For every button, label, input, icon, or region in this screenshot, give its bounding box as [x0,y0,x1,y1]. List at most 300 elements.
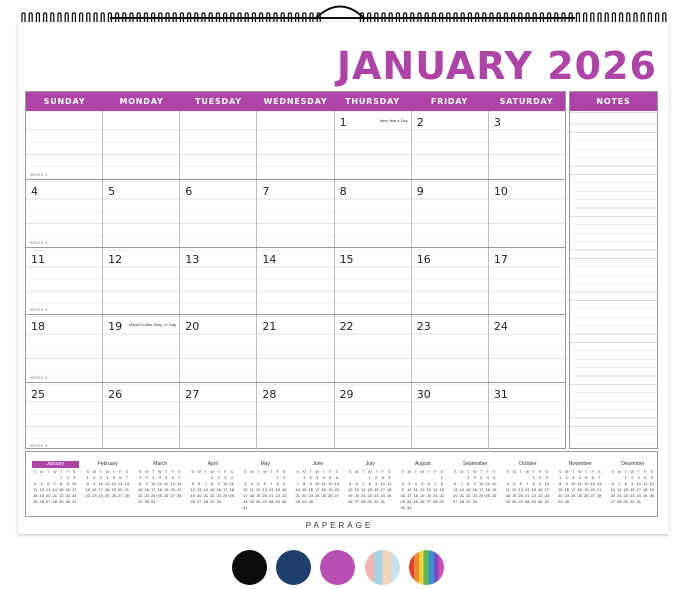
mini-weekday: F [644,469,647,474]
week-label: WEEK 1 [30,171,49,177]
mini-day: 11 [249,487,254,492]
day-cell[interactable] [179,383,256,450]
mini-day: 31 [243,505,248,510]
mini-day: 17 [243,493,248,498]
mini-day: 7 [204,481,207,486]
day-cell[interactable] [26,383,102,450]
weekday-header: SATURDAY [499,97,554,106]
mini-weekday: F [591,469,594,474]
mini-day: 19 [348,493,353,498]
mini-day: 4 [388,475,391,480]
notes-header: NOTES [570,92,657,111]
mini-day: 24 [544,493,549,498]
mini-day: 4 [486,475,489,480]
day-number: 7 [262,184,270,198]
mini-day: 20 [118,487,123,492]
mini-day: 5 [257,481,260,486]
mini-day: 28 [617,499,622,504]
mini-day: 30 [216,499,221,504]
week-row [26,179,565,247]
mini-day: 12 [328,481,333,486]
color-swatch-pastel[interactable] [365,550,400,585]
mini-day: 20 [610,493,615,498]
mini-day [229,499,236,505]
mini-day: 28 [124,493,129,498]
mini-weekday: T [585,469,588,474]
mini-day: 13 [426,487,431,492]
day-cell[interactable] [488,180,565,247]
mini-day: 30 [374,499,379,504]
mini-month [452,461,505,516]
day-cell[interactable] [334,248,411,315]
mini-day: 29 [466,499,471,504]
day-cell[interactable] [102,248,179,315]
mini-day: 26 [256,499,261,504]
mini-weekday: T [217,469,220,474]
mini-day [491,499,498,505]
mini-day: 23 [630,493,635,498]
mini-day: 9 [217,481,220,486]
mini-day: 20 [426,493,431,498]
mini-day: 2 [565,475,568,480]
mini-day: 5 [513,481,516,486]
mini-day: 6 [119,475,122,480]
day-cell[interactable] [256,248,333,315]
mini-day: 4 [506,481,509,486]
mini-day: 20 [170,487,175,492]
day-cell[interactable] [26,180,102,247]
day-cell[interactable] [26,315,102,382]
day-number: 9 [416,184,424,198]
mini-day: 5 [329,475,332,480]
mini-day: 1 [139,475,142,480]
mini-day: 26 [348,499,353,504]
mini-day: 22 [367,493,372,498]
day-cell[interactable] [179,248,256,315]
day-cell[interactable] [411,383,488,450]
day-number: 11 [31,252,45,266]
mini-day: 1 [276,475,279,480]
mini-day: 5 [421,481,424,486]
day-cell[interactable] [179,111,256,179]
mini-day: 3 [408,481,411,486]
mini-day: 24 [98,493,103,498]
mini-day: 16 [308,487,313,492]
mini-day: 2 [401,481,404,486]
mini-day: 9 [283,481,286,486]
mini-day: 29 [623,499,628,504]
mini-day: 2 [217,475,220,480]
mini-day: 27 [170,493,175,498]
mini-day: 31 [544,499,549,504]
weekday-header: MONDAY [119,97,164,106]
mini-day: 31 [407,505,412,510]
mini-day: 18 [413,493,418,498]
mini-day: 3 [224,475,227,480]
mini-weekday: W [315,469,320,474]
mini-day: 26 [512,499,517,504]
mini-day: 5 [112,475,115,480]
mini-day: 17 [636,487,641,492]
color-swatch-black[interactable] [232,550,267,585]
week-label: WEEK 2 [30,239,49,245]
mini-day: 22 [138,493,143,498]
mini-day: 6 [519,481,522,486]
day-cell[interactable] [488,248,565,315]
mini-week [137,499,190,505]
mini-weekday: F [434,469,437,474]
mini-month-name: August [414,461,431,467]
mini-day: 15 [558,487,563,492]
mini-day: 29 [558,499,563,504]
mini-day: 8 [440,481,443,486]
mini-weekday: S [387,469,391,474]
mini-day: 14 [361,487,366,492]
mini-day: 13 [262,487,267,492]
mini-day: 25 [643,493,648,498]
day-cell[interactable] [411,180,488,247]
day-cell[interactable] [411,248,488,315]
mini-day: 19 [328,487,333,492]
mini-day: 23 [472,493,477,498]
mini-day: 25 [105,493,110,498]
day-cell[interactable] [256,111,333,179]
day-number: 30 [416,388,431,402]
color-swatch-navy[interactable] [276,550,311,585]
day-number: 6 [185,184,193,198]
weekday-header: THURSDAY [345,97,400,106]
mini-weekday: F [66,469,69,474]
mini-day: 1 [440,475,443,480]
mini-day: 6 [198,481,201,486]
mini-day: 3 [572,475,575,480]
mini-day: 17 [380,487,385,492]
mini-day: 11 [643,481,648,486]
mini-day: 2 [93,475,96,480]
mini-day: 21 [459,493,464,498]
mini-day: 5 [493,475,496,480]
mini-day: 23 [308,493,313,498]
day-cell[interactable] [26,111,102,179]
mini-day: 15 [85,487,90,492]
mini-day: 28 [177,493,182,498]
mini-weekday: T [519,469,522,474]
mini-day: 17 [98,487,103,492]
color-swatch-purple[interactable] [320,550,355,585]
mini-day: 19 [649,487,654,492]
mini-weekday: S [558,469,562,474]
mini-day: 2 [283,475,286,480]
mini-day: 7 [270,481,273,486]
mini-day: 29 [302,499,307,504]
mini-day: 7 [618,481,621,486]
day-number: 3 [493,116,501,129]
day-number: 22 [339,320,354,334]
mini-day: 18 [387,487,392,492]
mini-day: 19 [512,493,517,498]
mini-day: 25 [249,499,254,504]
day-cell[interactable] [411,111,488,179]
mini-day: 4 [322,475,325,480]
mini-day: 18 [249,493,254,498]
mini-weekday: M [460,469,464,474]
mini-day: 10 [315,481,320,486]
mini-day: 11 [387,481,392,486]
mini-weekday: T [99,469,102,474]
week-label: WEEK 4 [30,375,49,381]
mini-weekday: T [60,469,63,474]
mini-day: 8 [303,481,306,486]
mini-day: 7 [434,481,437,486]
mini-day: 27 [453,499,458,504]
mini-day: 23 [564,493,569,498]
mini-day: 10 [243,487,248,492]
mini-day: 18 [577,487,582,492]
mini-day: 6 [427,481,430,486]
color-swatch-rainbow[interactable] [409,550,444,585]
mini-day: 23 [282,493,287,498]
month-title: JANUARY 2026 [336,44,657,88]
mini-day: 28 [269,499,274,504]
mini-day: 19 [111,487,116,492]
mini-day: 8 [624,481,627,486]
mini-weekday: M [565,469,569,474]
day-cell[interactable] [334,383,411,450]
mini-day: 12 [584,481,589,486]
mini-day: 13 [453,487,458,492]
mini-day: 21 [52,493,57,498]
mini-day: 5 [650,475,653,480]
mini-day: 11 [33,487,38,492]
day-number: 31 [493,388,508,402]
mini-day: 24 [407,499,412,504]
day-cell[interactable] [102,383,179,450]
mini-day: 20 [197,493,202,498]
mini-day: 27 [46,499,51,504]
mini-day: 15 [531,487,536,492]
mini-day: 26 [111,493,116,498]
mini-weekday: M [355,469,359,474]
day-cell[interactable] [488,111,565,179]
mini-weekday: F [539,469,542,474]
mini-month [190,461,243,516]
mini-day [386,499,393,505]
mini-day: 30 [144,499,149,504]
mini-weekday: W [420,469,425,474]
mini-month-name: January [32,461,79,468]
mini-day: 14 [433,487,438,492]
mini-day: 8 [60,481,63,486]
mini-day: 5 [40,481,43,486]
weekday-header-row [26,92,565,111]
mini-month [85,461,138,516]
mini-day: 16 [65,487,70,492]
day-number: 13 [185,252,200,266]
day-cell[interactable] [102,180,179,247]
day-cell[interactable] [334,180,411,247]
mini-day: 2 [473,475,476,480]
mini-day: 31 [636,499,641,504]
mini-weekday: F [224,469,227,474]
mini-day: 10 [151,481,156,486]
mini-day: 1 [467,475,470,480]
mini-day: 5 [585,475,588,480]
mini-weekday: F [119,469,122,474]
mini-day: 20 [354,493,359,498]
mini-weekday: M [197,469,201,474]
mini-day: 19 [39,493,44,498]
mini-day: 7 [178,475,181,480]
mini-weekday: S [611,469,615,474]
mini-day: 22 [466,493,471,498]
week-row [26,111,565,179]
mini-day: 3 [545,475,548,480]
mini-day: 15 [275,487,280,492]
mini-day: 27 [610,499,615,504]
mini-weekday: W [630,469,635,474]
day-number: 16 [416,252,431,266]
weekday-header: FRIDAY [430,97,469,106]
day-cell[interactable] [488,383,565,450]
mini-day: 20 [590,487,595,492]
day-number: 14 [262,252,277,266]
mini-day: 8 [368,481,371,486]
mini-day: 6 [611,481,614,486]
mini-weekday: T [152,469,155,474]
mini-weekday: T [572,469,575,474]
mini-day: 14 [124,481,129,486]
mini-day: 21 [177,487,182,492]
mini-day: 12 [256,487,261,492]
day-cell[interactable] [179,180,256,247]
mini-day: 29 [367,499,372,504]
mini-weekday: F [381,469,384,474]
mini-day: 19 [164,487,169,492]
mini-day: 15 [367,487,372,492]
day-cell[interactable] [488,315,565,382]
mini-day: 21 [361,493,366,498]
mini-month-name: December [621,461,645,467]
mini-day: 29 [275,499,280,504]
mini-day: 3 [381,475,384,480]
mini-weekday: W [525,469,530,474]
day-cell[interactable] [102,111,179,179]
mini-weekday: S [33,469,37,474]
mini-day: 13 [354,487,359,492]
mini-day: 26 [649,493,654,498]
mini-weekday: S [138,469,142,474]
mini-weekday: M [250,469,254,474]
week-rows [26,111,565,450]
day-cell[interactable] [26,248,102,315]
mini-month-name: February [97,461,118,467]
day-number: 25 [31,388,45,402]
mini-day: 6 [355,481,358,486]
mini-month [610,461,663,516]
mini-day: 8 [559,481,562,486]
mini-weekday: S [545,469,549,474]
mini-day: 1 [559,475,562,480]
week-row [26,247,565,315]
mini-day: 28 [203,499,208,504]
day-cell[interactable] [256,383,333,450]
week-label: WEEK 5 [30,442,49,448]
mini-day: 18 [643,487,648,492]
day-cell[interactable] [411,315,488,382]
mini-week [347,499,400,505]
mini-day: 22 [59,493,64,498]
mini-day: 29 [439,499,444,504]
mini-day: 26 [190,499,195,504]
mini-weekday: W [105,469,110,474]
mini-weekday: S [401,469,405,474]
mini-day: 6 [263,481,266,486]
mini-day: 21 [124,487,129,492]
mini-day: 11 [105,481,110,486]
mini-day: 9 [145,481,148,486]
mini-day: 6 [47,481,50,486]
mini-day: 21 [203,493,208,498]
mini-day: 24 [151,493,156,498]
mini-day: 10 [544,481,549,486]
mini-day: 24 [479,493,484,498]
mini-weekday: F [329,469,332,474]
mini-day: 11 [157,481,162,486]
mini-day: 12 [420,487,425,492]
mini-day: 22 [623,493,628,498]
mini-day: 11 [413,487,418,492]
day-number: 15 [339,252,354,266]
mini-day: 1 [368,475,371,480]
mini-day: 4 [230,475,233,480]
mini-day: 16 [282,487,287,492]
mini-day: 12 [190,487,195,492]
mini-day: 16 [400,493,405,498]
day-cell[interactable] [256,315,333,382]
day-cell[interactable] [102,315,179,382]
day-cell[interactable] [179,315,256,382]
mini-day: 13 [518,487,523,492]
mini-day: 27 [334,493,339,498]
mini-day: 10 [223,481,228,486]
mini-day: 2 [309,475,312,480]
mini-day: 3 [73,475,76,480]
mini-day [439,505,446,511]
mini-day: 23 [216,493,221,498]
day-cell[interactable] [334,111,411,179]
mini-weekday: T [624,469,627,474]
mini-day: 17 [479,487,484,492]
mini-day: 30 [564,499,569,504]
mini-day: 25 [505,499,510,504]
mini-weekday: M [302,469,306,474]
mini-day: 10 [98,481,103,486]
year-overview-strip [25,451,658,517]
mini-week [610,499,663,505]
day-cell[interactable] [256,180,333,247]
mini-weekday: S [296,469,300,474]
mini-day: 28 [433,499,438,504]
mini-day: 7 [53,481,56,486]
mini-day: 17 [223,487,228,492]
mini-day: 30 [65,499,70,504]
mini-day: 18 [485,487,490,492]
day-cell[interactable] [334,315,411,382]
mini-day: 4 [158,475,161,480]
mini-day: 27 [262,499,267,504]
week-label: WEEK 3 [30,307,49,313]
day-number: 21 [262,320,277,334]
